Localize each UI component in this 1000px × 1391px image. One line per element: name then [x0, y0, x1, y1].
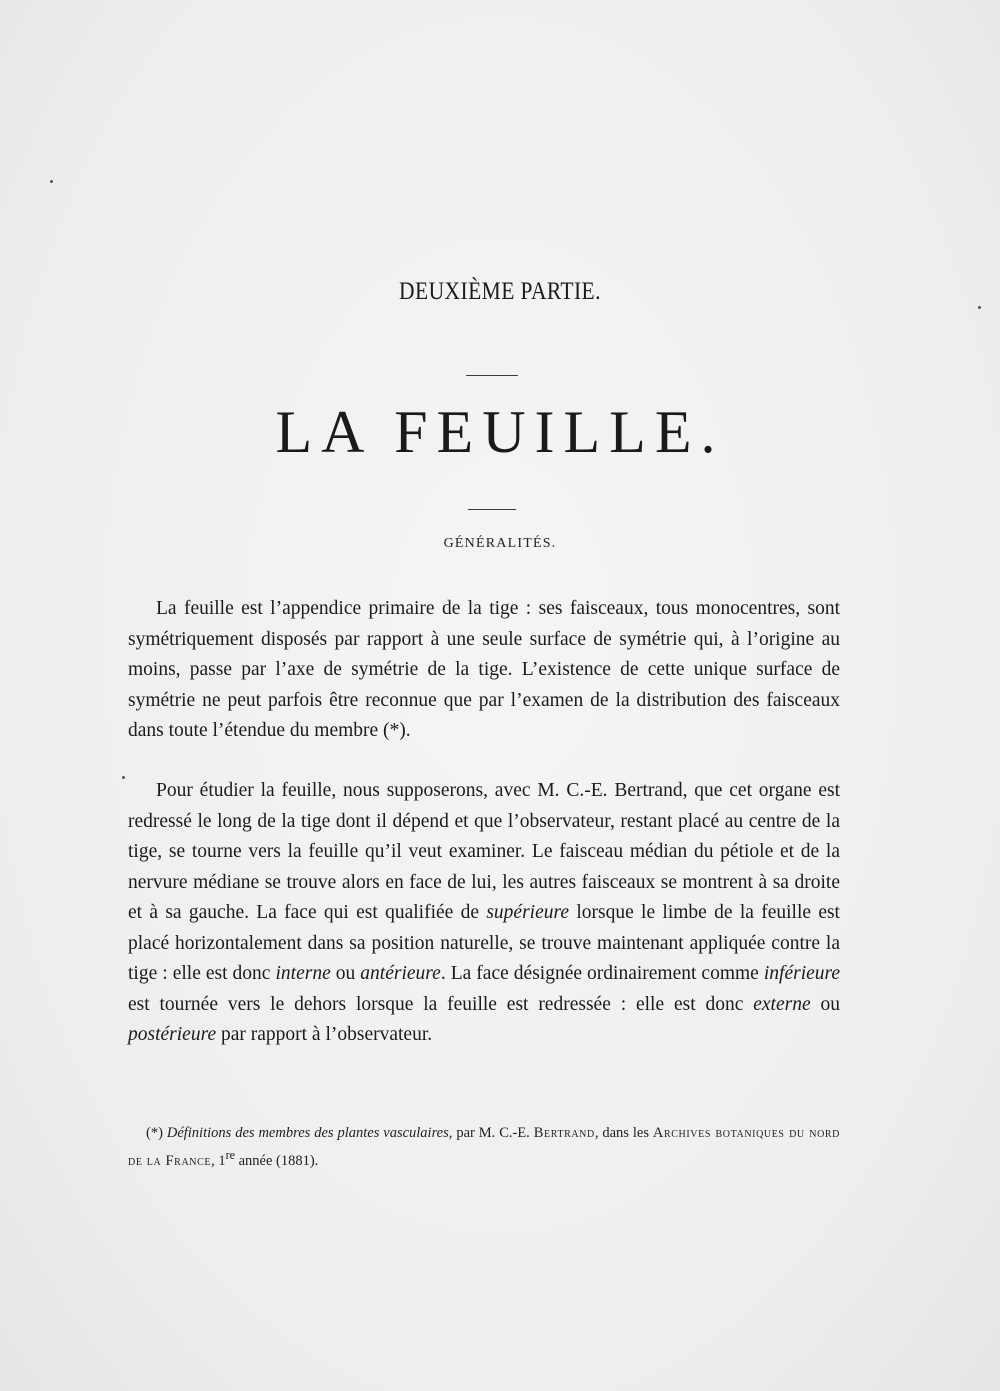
paragraph-2-text [128, 776, 840, 1051]
footnote-title: Définitions des membres des plantes vasculaires [166, 1125, 449, 1141]
p2-text-1: Pour étudier la feuille, nous supposerons, avec M. C.-E. Bertrand, que cet organe est redressé le long de la tige dont il dépend et que l’observateur, restant placé au centre de la tige, se tourne vers la feuille qu’il veut examiner. Le faisceau médian du pétiole et de la nervure médiane se trouve alors en face de lui, les autres faisceaux se montrent à sa droite et à sa gauche. La face qui est qualifiée de [128, 780, 840, 923]
footnote-text-1: , par M. C.-E. [448, 1125, 534, 1141]
p2-text-3: ou [330, 963, 361, 984]
p2-text-4: . La face désignée ordinairement comme [440, 963, 764, 984]
footnote-text-2: , dans les [594, 1125, 653, 1141]
p2-emphasis-posterieure: postérieure [128, 1024, 217, 1045]
main-title: LA FEUILLE. [275, 399, 725, 465]
speck-mark [978, 306, 981, 309]
p2-text-7: par rapport à l’observateur. [216, 1024, 433, 1045]
title-rule-top [466, 375, 518, 376]
p2-emphasis-anterieure: antérieure [360, 963, 441, 984]
footnote-journal: Archives botaniques du nord de la France [128, 1125, 841, 1169]
footnote [128, 1122, 840, 1172]
p2-text-5: est tournée vers le dehors lorsque la feuille est redressée : elle est donc [128, 993, 754, 1015]
title-rule-bottom [468, 509, 516, 510]
section-title: GÉNÉRALITÉS. [443, 536, 557, 551]
p2-emphasis-interne: interne [275, 963, 331, 984]
footnote-superscript: re [225, 1148, 235, 1162]
paragraph-2 [128, 776, 840, 1051]
p2-emphasis-superieure: supérieure [486, 902, 570, 923]
p2-text-6: ou [810, 993, 840, 1015]
footnote-text [128, 1122, 840, 1172]
footnote-author: Bertrand [533, 1125, 595, 1141]
p2-emphasis-externe: externe [753, 993, 811, 1015]
p2-emphasis-inferieure: inférieure [763, 963, 841, 984]
footnote-text-3: , 1 [211, 1152, 226, 1169]
footnote-text-4: année (1881). [234, 1152, 319, 1169]
speck-mark [50, 180, 53, 183]
paragraph-1-text: La feuille est l’appendice primaire de la tige : ses faisceaux, tous monocentres, sont symétriquement disposés par rapport à une seule surface de symétrie qui, à l’origine au moins, passe par l’axe de symétrie de la tige. L’existence de cette unique surface de symétrie ne peut parfois être reconnue que par l’examen de la distribution des faisceaux dans toute l’étendue du membre (*). [128, 598, 840, 741]
paragraph-1 [128, 594, 840, 747]
speck-mark [122, 776, 125, 779]
footnote-marker: (*) [146, 1125, 167, 1141]
p2-text-2: lorsque le limbe de la feuille est placé horizontalement dans sa position naturelle, se trouve maintenant appliquée contre la tige : elle est donc [128, 902, 840, 984]
part-title: DEUXIÈME PARTIE. [399, 278, 601, 305]
